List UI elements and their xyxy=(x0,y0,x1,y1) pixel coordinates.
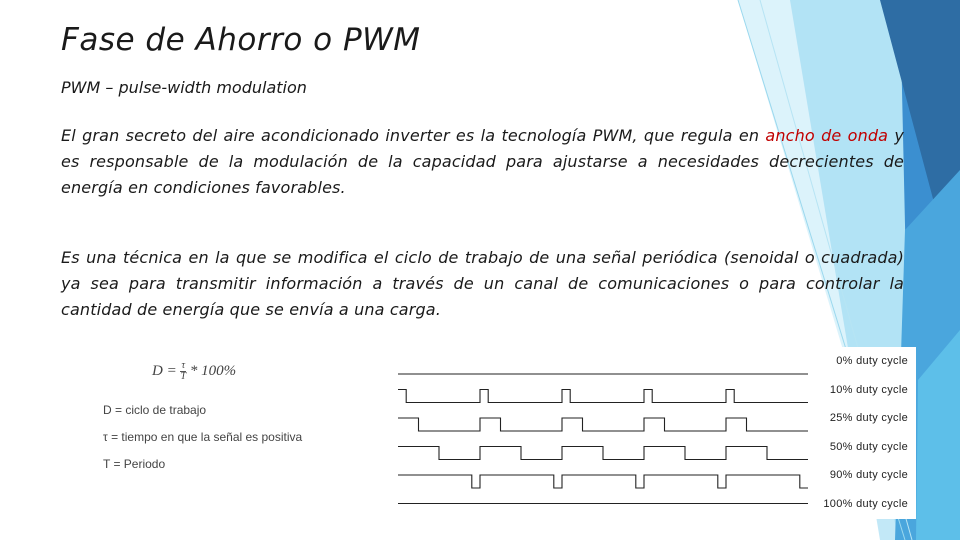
pwm-label-25: 25% duty cycle xyxy=(829,412,908,424)
pwm-label-100: 100% duty cycle xyxy=(823,497,908,510)
pwm-label-0: 0% duty cycle xyxy=(836,355,908,367)
pwm-waveform-90 xyxy=(398,475,808,488)
formula-lhs: D = xyxy=(152,362,177,379)
pwm-waveform-50 xyxy=(398,447,808,460)
pwm-label-50: 50% duty cycle xyxy=(829,440,908,453)
pwm-duty-cycle-diagram xyxy=(396,347,916,519)
highlight-ancho-de-onda: ancho de onda xyxy=(765,126,889,145)
paragraph-pwm-definition: Es una técnica en la que se modifica el ciclo de trabajo de una señal periódica (senoidal o cuadrada) ya sea para transmitir información a través de un canal de comunicaciones o para controlar la cantidad de energía que se envía a una carga. xyxy=(61,248,904,319)
slide-title: Fase de Ahorro o PWM xyxy=(61,22,421,58)
paragraph-inverter-after: y es responsable de la modulación de la capacidad para ajustarse a necesidades decrecientes de energía en condiciones favorables. xyxy=(61,126,904,197)
legend-duty-cycle: D = ciclo de trabajo xyxy=(103,403,207,417)
pwm-waveforms xyxy=(396,347,916,519)
duty-cycle-formula-panel xyxy=(100,355,340,485)
duty-cycle-formula xyxy=(152,361,236,382)
slide-subtitle: PWM – pulse-width modulation xyxy=(61,78,307,97)
pwm-waveform-25 xyxy=(398,418,808,431)
paragraph-inverter-before: El gran secreto del aire acondicionado inverter es la tecnología PWM, que regula en xyxy=(61,126,766,145)
formula-rhs: * 100% xyxy=(189,362,237,379)
pwm-label-10: 10% duty cycle xyxy=(829,383,908,396)
formula-denominator: T xyxy=(180,371,187,382)
formula-numerator: τ xyxy=(181,360,186,371)
paragraph-inverter xyxy=(61,123,904,201)
pwm-waveform-10 xyxy=(398,390,808,403)
pwm-label-90: 90% duty cycle xyxy=(829,469,908,481)
legend-tau: τ = tiempo en que la señal es positiva xyxy=(103,430,303,444)
legend-period: T = Periodo xyxy=(103,457,166,471)
formula-fraction xyxy=(180,361,186,382)
